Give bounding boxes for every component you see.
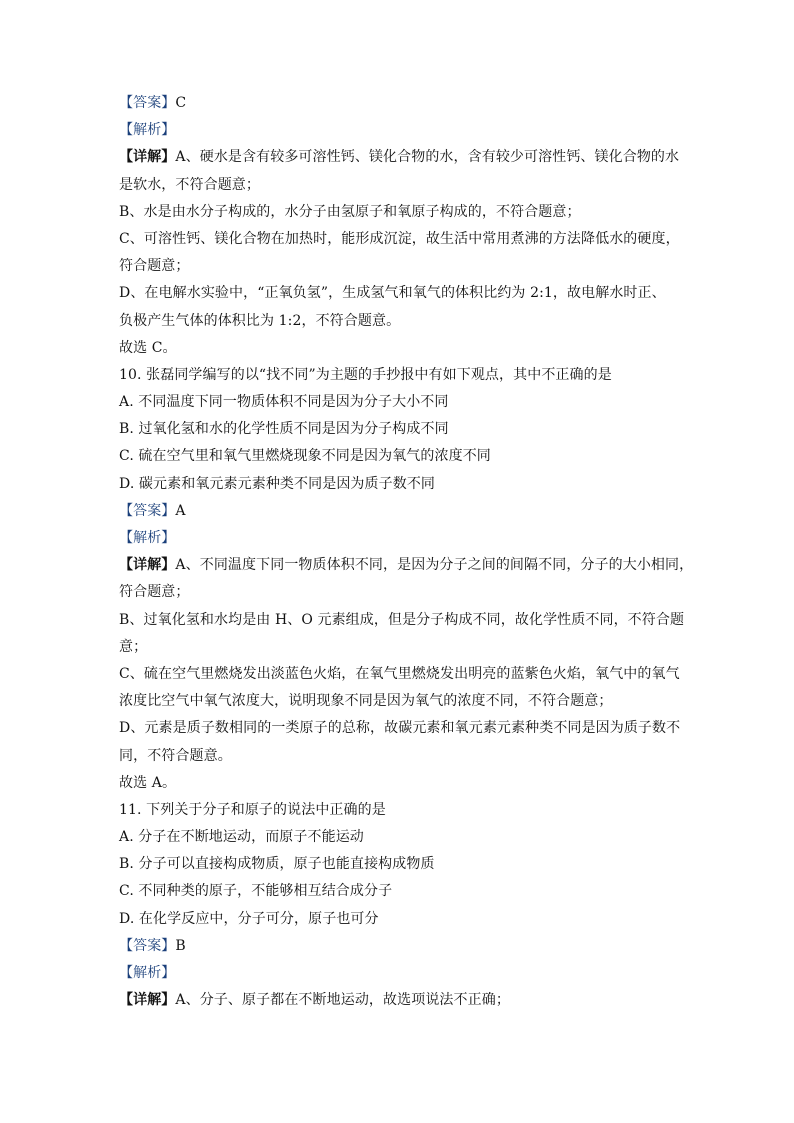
- text-line: C、硫在空气里燃烧发出淡蓝色火焰，在氧气里燃烧发出明亮的蓝紫色火焰，氧气中的氧气: [119, 665, 680, 682]
- text-line: D、元素是质子数相同的一类原子的总称，故碳元素和氧元素元素种类不同是因为质子数不: [119, 720, 681, 737]
- question-10-option-a: A. 不同温度下同一物质体积不同是因为分子大小不同: [119, 394, 449, 411]
- analysis-tag: 【解析】: [119, 530, 176, 546]
- text-line: C、可溶性钙、镁化合物在加热时，能形成沉淀，故生活中常用煮沸的方法降低水的硬度，: [119, 230, 680, 247]
- question-11-option-b: B. 分子可以直接构成物质，原子也能直接构成物质: [119, 856, 435, 873]
- question-10-option-b: B. 过氧化氢和水的化学性质不同是因为分子构成不同: [119, 421, 449, 438]
- answer-line: [119, 498, 689, 525]
- answer-value: B: [175, 937, 186, 954]
- detail-text: A、硬水是含有较多可溶性钙、镁化合物的水，含有较少可溶性钙、镁化合物的水: [175, 149, 680, 166]
- question-10-stem: 10. 张磊同学编写的以“找不同”为主题的手抄报中有如下观点，其中不正确的是: [119, 366, 612, 383]
- detail-line: [119, 552, 694, 579]
- detail-tag: 【详解】: [119, 992, 176, 1009]
- detail-text: A、分子、原子都在不断地运动，故选项说法不正确；: [175, 992, 510, 1009]
- answer-line: [119, 933, 689, 960]
- text-line: 符合题意；: [119, 258, 190, 275]
- question-11-option-c: C. 不同种类的原子，不能够相互结合成分子: [119, 883, 393, 900]
- question-10-option-c: C. 硫在空气里和氧气里燃烧现象不同是因为氧气的浓度不同: [119, 448, 491, 465]
- analysis-tag: 【解析】: [119, 122, 176, 139]
- detail-line: [119, 987, 689, 1014]
- answer-tag: 【答案】: [119, 502, 176, 519]
- text-line: 浓度比空气中氧气浓度大，说明现象不同是因为氧气的浓度不同，不符合题意；: [119, 693, 613, 710]
- detail-text: A、不同温度下同一物质体积不同，是因为分子之间的间隔不同，分子的大小相同，: [175, 557, 694, 574]
- text-line: 同，不符合题意。: [119, 747, 232, 764]
- question-11-option-d: D. 在化学反应中，分子可分，原子也可分: [119, 910, 379, 927]
- answer-tag: 【答案】: [119, 95, 176, 111]
- detail-line: [119, 144, 689, 171]
- conclusion-line: 故选 A。: [119, 774, 177, 791]
- document-page: [119, 90, 694, 1014]
- detail-tag: 【详解】: [119, 149, 176, 166]
- question-11-option-a: A. 分子在不断地运动，而原子不能运动: [119, 829, 364, 846]
- answer-line: [119, 90, 689, 117]
- question-10-option-d: D. 碳元素和氧元素元素种类不同是因为质子数不同: [119, 475, 436, 492]
- text-line: 意；: [119, 638, 148, 655]
- answer-value: A: [175, 502, 186, 519]
- conclusion-line: 故选 C。: [119, 339, 177, 356]
- text-line: 符合题意；: [119, 584, 190, 601]
- text-line: 是软水，不符合题意；: [119, 176, 260, 193]
- text-line: D、在电解水实验中，“正氧负氢”，生成氢气和氧气的体积比约为 2:1，故电解水时正、: [119, 285, 666, 302]
- text-line: B、过氧化氢和水均是由 H、O 元素组成，但是分子构成不同，故化学性质不同，不符合题: [119, 611, 685, 628]
- analysis-line: [119, 525, 689, 552]
- text-line: B、水是由水分子构成的，水分子由氢原子和氧原子构成的，不符合题意；: [119, 203, 581, 220]
- question-11-stem: 11. 下列关于分子和原子的说法中正确的是: [119, 801, 386, 818]
- analysis-line: [119, 117, 689, 144]
- text-line: 负极产生气体的体积比为 1:2，不符合题意。: [119, 312, 401, 329]
- analysis-line: [119, 960, 689, 987]
- detail-tag: 【详解】: [119, 557, 176, 574]
- analysis-tag: 【解析】: [119, 965, 176, 981]
- answer-tag: 【答案】: [119, 937, 176, 954]
- answer-value: C: [175, 95, 187, 111]
